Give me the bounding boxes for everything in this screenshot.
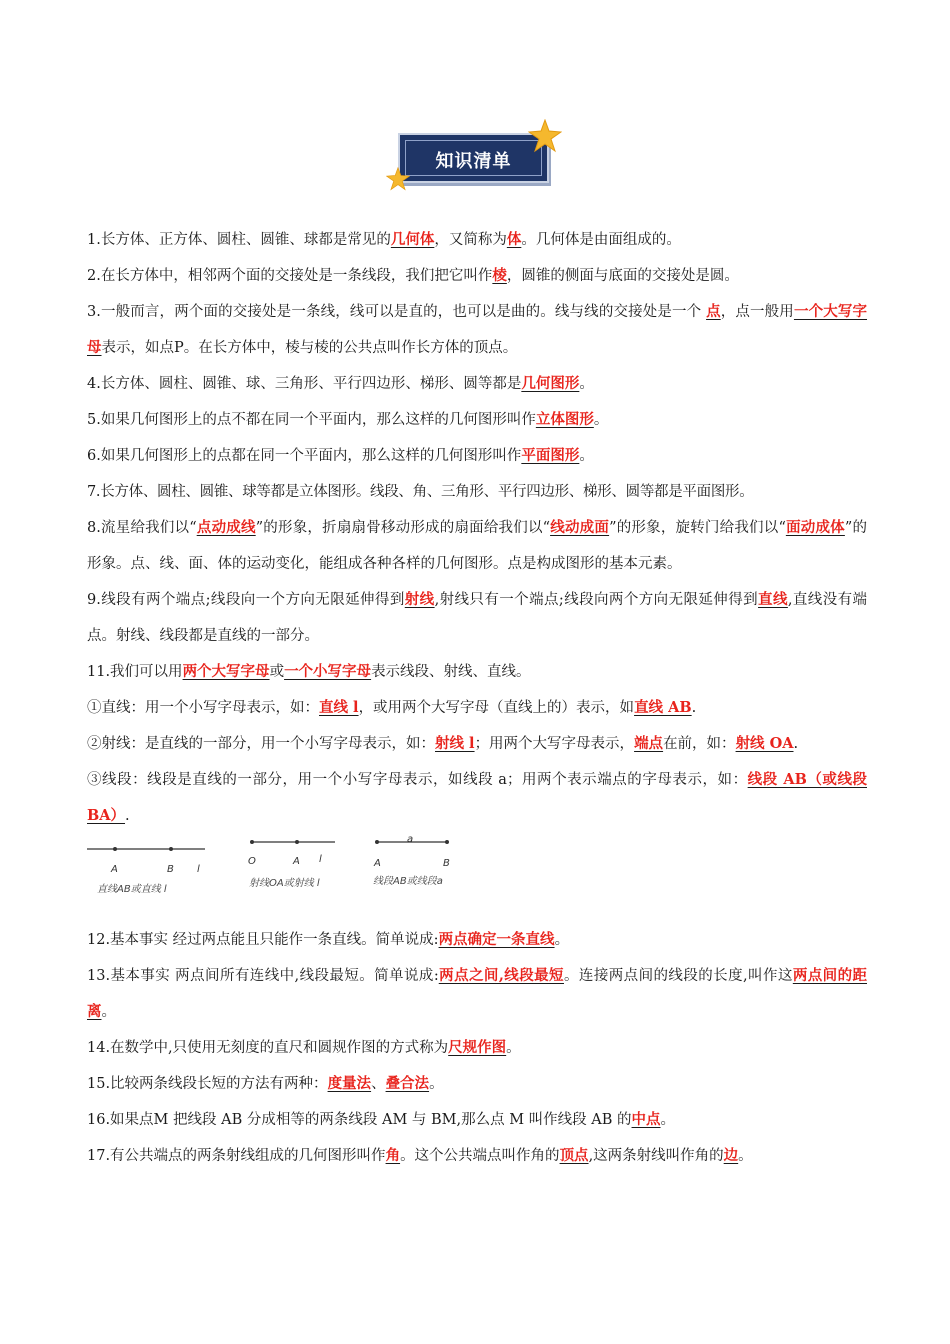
item-1 xyxy=(87,222,867,258)
item-text: 。这个公共端点叫作角的 xyxy=(400,1148,560,1164)
item-17 xyxy=(87,1138,867,1174)
item-16 xyxy=(87,1102,867,1138)
item-4 xyxy=(87,366,867,402)
figure-caption: 直线AB或直线 l xyxy=(97,884,167,895)
key-term: 一个小写字母 xyxy=(284,663,372,680)
item-6 xyxy=(87,438,867,474)
key-term: 边 xyxy=(723,1147,739,1164)
key-term: 射线 xyxy=(404,591,435,608)
item-text: ，或用两个大写字母（直线上的）表示，如 xyxy=(358,700,635,716)
figure-segment xyxy=(373,836,473,894)
key-term: 尺规作图 xyxy=(448,1039,507,1056)
banner-box xyxy=(398,133,549,183)
point-label: O xyxy=(248,856,256,867)
item-text: 2.在长方体中，相邻两个面的交接处是一条线段，我们把它叫作 xyxy=(87,268,493,284)
item-5 xyxy=(87,402,867,438)
item-text: 或 xyxy=(269,664,285,680)
figure-ray xyxy=(247,836,347,894)
key-term: 顶点 xyxy=(559,1147,589,1164)
key-term: 叠合法 xyxy=(385,1075,430,1092)
key-term: 度量法 xyxy=(327,1075,372,1092)
item-3 xyxy=(87,294,867,366)
item-text: ②射线：是直线的一部分，用一个小写字母表示，如： xyxy=(87,736,435,752)
item-text: ,直线没有端点。射线、线段都是直线的一部分。 xyxy=(87,592,868,644)
key-term: 线段 AB（或线段 BA） xyxy=(87,771,867,824)
ray-label: l xyxy=(319,854,322,865)
item-text: 1.长方体、正方体、圆柱、圆锥、球都是常见的 xyxy=(87,232,391,248)
item-11 xyxy=(87,654,867,690)
key-term: 一个大写字母 xyxy=(87,303,868,356)
key-term: 端点 xyxy=(634,735,664,752)
item-13 xyxy=(87,958,867,1030)
key-term: 平面图形 xyxy=(521,447,580,464)
key-term: 面动成体 xyxy=(785,519,845,536)
key-term: 射线 l xyxy=(435,735,475,752)
item-text: 。 xyxy=(554,932,570,948)
point-label: B xyxy=(443,858,450,869)
item-text: 。连接两点间的线段的长度,叫作这 xyxy=(563,968,793,984)
item-text: 、 xyxy=(371,1076,386,1092)
item-text: ,射线只有一个端点;线段向两个方向无限延伸得到 xyxy=(434,592,759,608)
item-text: 3.一般而言，两个面的交接处是一条线，线可以是直的，也可以是曲的。线与线的交接处是一个 xyxy=(87,304,707,320)
item-text: 17.有公共端点的两条射线组成的几何图形叫作 xyxy=(87,1148,386,1164)
item-8 xyxy=(87,510,867,582)
key-term: 两个大写字母 xyxy=(182,663,270,680)
item-9 xyxy=(87,582,867,654)
item-text: 13.基本事实 两点间所有连线中,线段最短。简单说成: xyxy=(87,968,439,984)
item-text: 表示线段、射线、直线。 xyxy=(371,664,531,680)
item-text: ，圆锥的侧面与底面的交接处是圆。 xyxy=(506,268,739,284)
item-text: ③线段：线段是直线的一部分，用一个小写字母表示，如线段 a；用两个表示端点的字母表示，如： xyxy=(87,772,748,788)
item-text: ；用两个大写字母表示， xyxy=(474,736,635,752)
item-text: . xyxy=(125,808,130,824)
item-text: 15.比较两条线段长短的方法有两种： xyxy=(87,1076,328,1092)
item-2 xyxy=(87,258,867,294)
key-term: 直线 xyxy=(758,591,788,608)
item-7 xyxy=(87,474,867,510)
item-11a xyxy=(87,690,867,726)
item-text: ，点一般用 xyxy=(720,304,794,320)
item-text: 11.我们可以用 xyxy=(87,664,183,680)
item-text: ，又简称为 xyxy=(434,232,507,248)
segment-label: a xyxy=(407,834,414,845)
item-text: 6.如果几何图形上的点都在同一个平面内，那么这样的几何图形叫作 xyxy=(87,448,522,464)
item-text: 在前，如： xyxy=(663,736,736,752)
item-text: 。几何体是由面组成的。 xyxy=(521,232,681,248)
key-term: 几何体 xyxy=(390,231,435,248)
banner-title: 知识清单 xyxy=(435,151,512,172)
item-text: ①直线：用一个小写字母表示，如： xyxy=(87,700,319,716)
key-term: 体 xyxy=(506,231,522,248)
item-text: 5.如果几何图形上的点不都在同一个平面内，那么这样的几何图形叫作 xyxy=(87,412,536,428)
key-term: 直线 AB xyxy=(634,699,692,716)
key-term: 立体图形 xyxy=(535,411,594,428)
item-text: 表示，如点P。在长方体中，棱与棱的公共点叫作长方体的顶点。 xyxy=(101,340,518,356)
item-text: . xyxy=(691,700,697,716)
point-label: A xyxy=(111,864,118,875)
star-icon xyxy=(528,119,562,153)
item-text: 16.如果点M 把线段 AB 分成相等的两条线段 AM 与 BM,那么点 M 叫作线段 AB 的 xyxy=(87,1112,632,1128)
item-text: 。 xyxy=(579,376,594,392)
figure-caption: 线段AB或线段a xyxy=(373,876,443,887)
item-text: ,这两条射线叫作角的 xyxy=(588,1148,724,1164)
item-text: 。 xyxy=(506,1040,521,1056)
item-11b xyxy=(87,726,867,762)
item-text: ”的形象。点、线、面、体的运动变化，能组成各种各样的几何图形。点是构成图形的基本元素。 xyxy=(87,520,867,572)
item-text: 。 xyxy=(738,1148,753,1164)
key-term: 直线 l xyxy=(319,699,359,716)
key-term: 点 xyxy=(706,303,721,320)
key-term: 射线 OA xyxy=(735,735,794,752)
item-15 xyxy=(87,1066,867,1102)
item-text: 。 xyxy=(660,1112,676,1128)
star-icon-small xyxy=(386,167,410,191)
section-banner xyxy=(398,133,551,185)
knowledge-list xyxy=(87,222,867,1174)
segment-drawing xyxy=(373,836,453,856)
item-text: ”的形象，旋转门给我们以“ xyxy=(609,520,786,536)
item-text: 4.长方体、圆柱、圆锥、球、三角形、平行四边形、梯形、圆等都是 xyxy=(87,376,522,392)
item-text: 。 xyxy=(429,1076,444,1092)
key-term: 中点 xyxy=(631,1111,661,1128)
item-text: 14.在数学中,只使用无刻度的直尺和圆规作图的方式称为 xyxy=(87,1040,449,1056)
item-12 xyxy=(87,922,867,958)
ray-drawing xyxy=(247,836,337,856)
point-label: A xyxy=(293,856,300,867)
item-text: . xyxy=(793,736,799,752)
figure-caption: 射线OA或射线 l xyxy=(249,878,320,889)
item-11c xyxy=(87,762,867,834)
key-term: 点动成线 xyxy=(196,519,256,536)
item-14 xyxy=(87,1030,867,1066)
key-term: 棱 xyxy=(492,267,507,284)
key-term: 线动成面 xyxy=(550,519,610,536)
line-drawing xyxy=(87,842,207,872)
key-term: 两点间的距离 xyxy=(87,967,867,1020)
point-label: B xyxy=(167,864,174,875)
item-text: 7.长方体、圆柱、圆锥、球等都是立体图形。线段、角、三角形、平行四边形、梯形、圆等都是平面图形。 xyxy=(87,484,754,500)
line-label: l xyxy=(197,864,200,875)
item-text: 。 xyxy=(579,448,594,464)
key-term: 两点之间,线段最短 xyxy=(438,967,564,984)
key-term: 角 xyxy=(385,1147,401,1164)
figure-row xyxy=(87,836,867,896)
item-text: ”的形象，折扇扇骨移动形成的扇面给我们以“ xyxy=(255,520,551,536)
item-text: 9.线段有两个端点;线段向一个方向无限延伸得到 xyxy=(87,592,405,608)
item-text: 。 xyxy=(101,1004,116,1020)
point-label: A xyxy=(374,858,381,869)
figure-line xyxy=(87,836,207,894)
key-term: 几何图形 xyxy=(521,375,580,392)
item-text: 12.基本事实 经过两点能且只能作一条直线。简单说成: xyxy=(87,932,439,948)
item-text: 8.流星给我们以“ xyxy=(87,520,197,536)
item-text: 。 xyxy=(593,412,609,428)
key-term: 两点确定一条直线 xyxy=(438,931,555,948)
